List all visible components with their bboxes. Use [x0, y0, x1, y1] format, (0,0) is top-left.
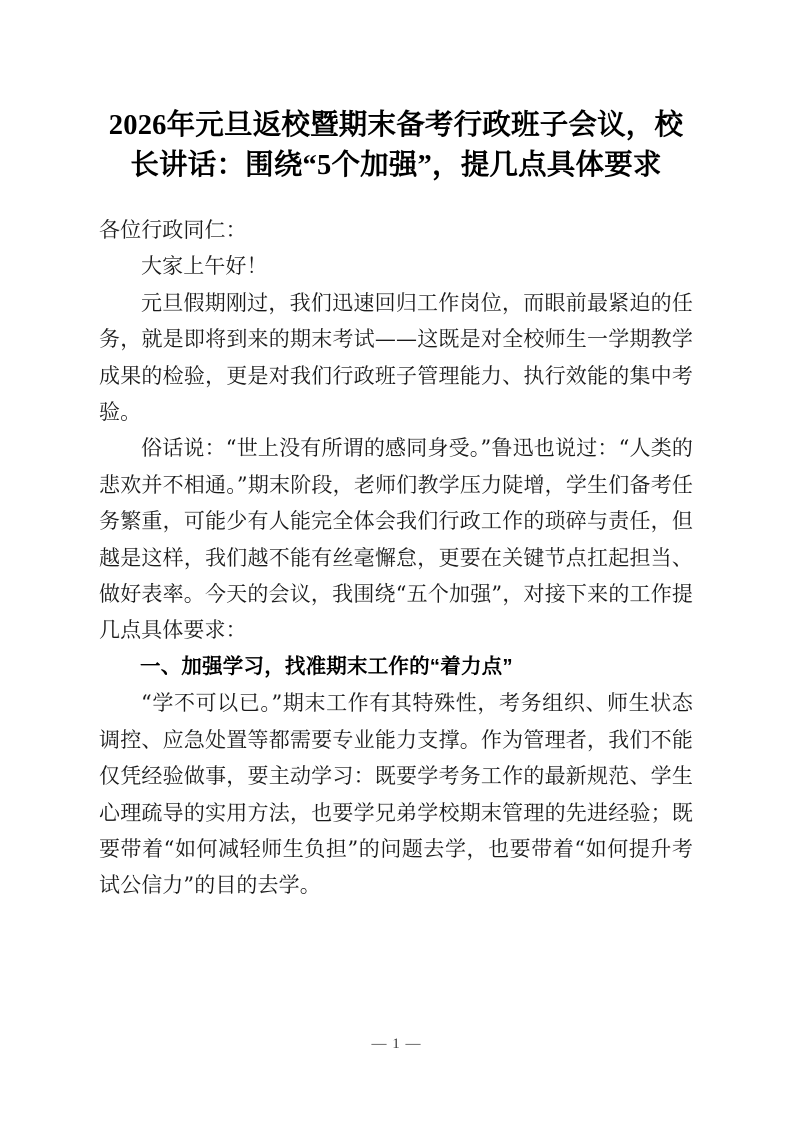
document-body	[99, 212, 693, 904]
section-body-1: “学不可以已。”期末工作有其特殊性，考务组织、师生状态调控、应急处置等都需要专业能力支撑。作为管理者，我们不能仅凭经验做事，要主动学习：既要学考务工作的最新规范、学生心理疏导的实用方法，也要学兄弟学校期末管理的先进经验；既要带着“如何减轻师生负担”的问题去学，也要带着“如何提升考试公信力”的目的去学。	[99, 691, 693, 898]
page-number-footer: — 1 —	[371, 1036, 422, 1052]
salutation: 各位行政同仁：	[99, 218, 247, 242]
document-content	[99, 0, 693, 904]
paragraph-greeting: 大家上午好！	[141, 254, 268, 279]
document-title: 2026年元旦返校暨期末备考行政班子会议，校长讲话：围绕“5个加强”，提几点具体要求	[108, 110, 684, 181]
paragraph-opening: 元旦假期刚过，我们迅速回归工作岗位，而眼前最紧迫的任务，就是即将到来的期末考试——这既是对全校师生一学期教学成果的检验，更是对我们行政班子管理能力、执行效能的集中考验。	[99, 290, 693, 425]
section-heading-1: 一、加强学习，找准期末工作的“着力点”	[140, 654, 513, 678]
paragraph-quote: 俗话说：“世上没有所谓的感同身受。”鲁迅也说过：“人类的悲欢并不相通。”期末阶段，老师们教学压力陡增，学生们备考任务繁重，可能少有人能完全体会我们行政工作的琐碎与责任，但越是这样，我们越不能有丝毫懈怠，更要在关键节点扛起担当、做好表率。今天的会议，我围绕“五个加强”，对接下来的工作提几点具体要求：	[99, 436, 693, 643]
